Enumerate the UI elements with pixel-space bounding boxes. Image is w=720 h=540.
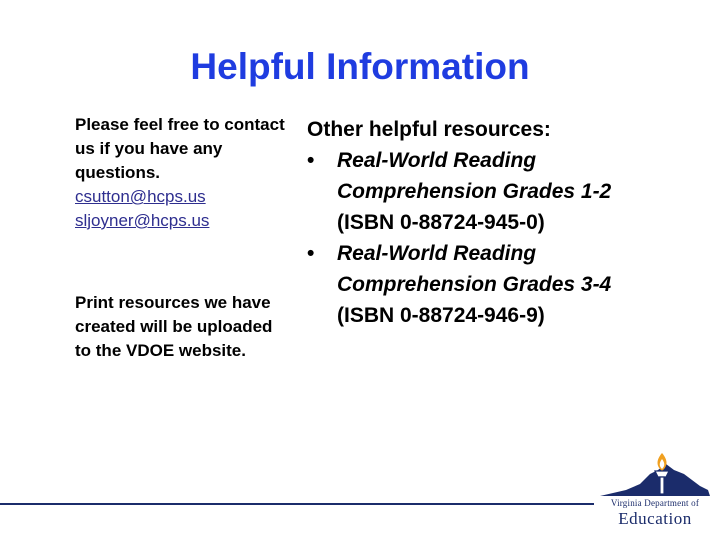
contact-message: Please feel free to contact us if you have any questions. [75,115,285,182]
resources-heading: Other helpful resources: [307,118,551,141]
vdoe-logo [596,450,714,532]
virginia-map-torch-icon [596,450,714,500]
print-resources-note: Print resources we have created will be uploaded to the VDOE website. [75,293,273,360]
resource-title: Real-World Reading Comprehension Grades 3-4 [337,242,612,296]
bullet-icon: • [307,242,315,265]
resource-isbn: (ISBN 0-88724-946-9) [337,304,545,327]
footer-divider [0,503,594,505]
resource-isbn: (ISBN 0-88724-945-0) [337,211,545,234]
resources-section [307,114,687,331]
slide-title: Helpful Information [190,46,530,87]
email-link-sljoyner[interactable]: sljoyner@hcps.us [75,211,210,230]
list-item [307,238,687,331]
resource-title: Real-World Reading Comprehension Grades 1-2 [337,149,612,203]
logo-line2: Education [618,509,692,528]
contact-section [75,113,285,363]
bullet-icon: • [307,149,315,172]
email-link-csutton[interactable]: csutton@hcps.us [75,187,206,206]
resources-list [307,145,687,331]
logo-line1: Virginia Department of [610,498,700,508]
list-item [307,145,687,238]
